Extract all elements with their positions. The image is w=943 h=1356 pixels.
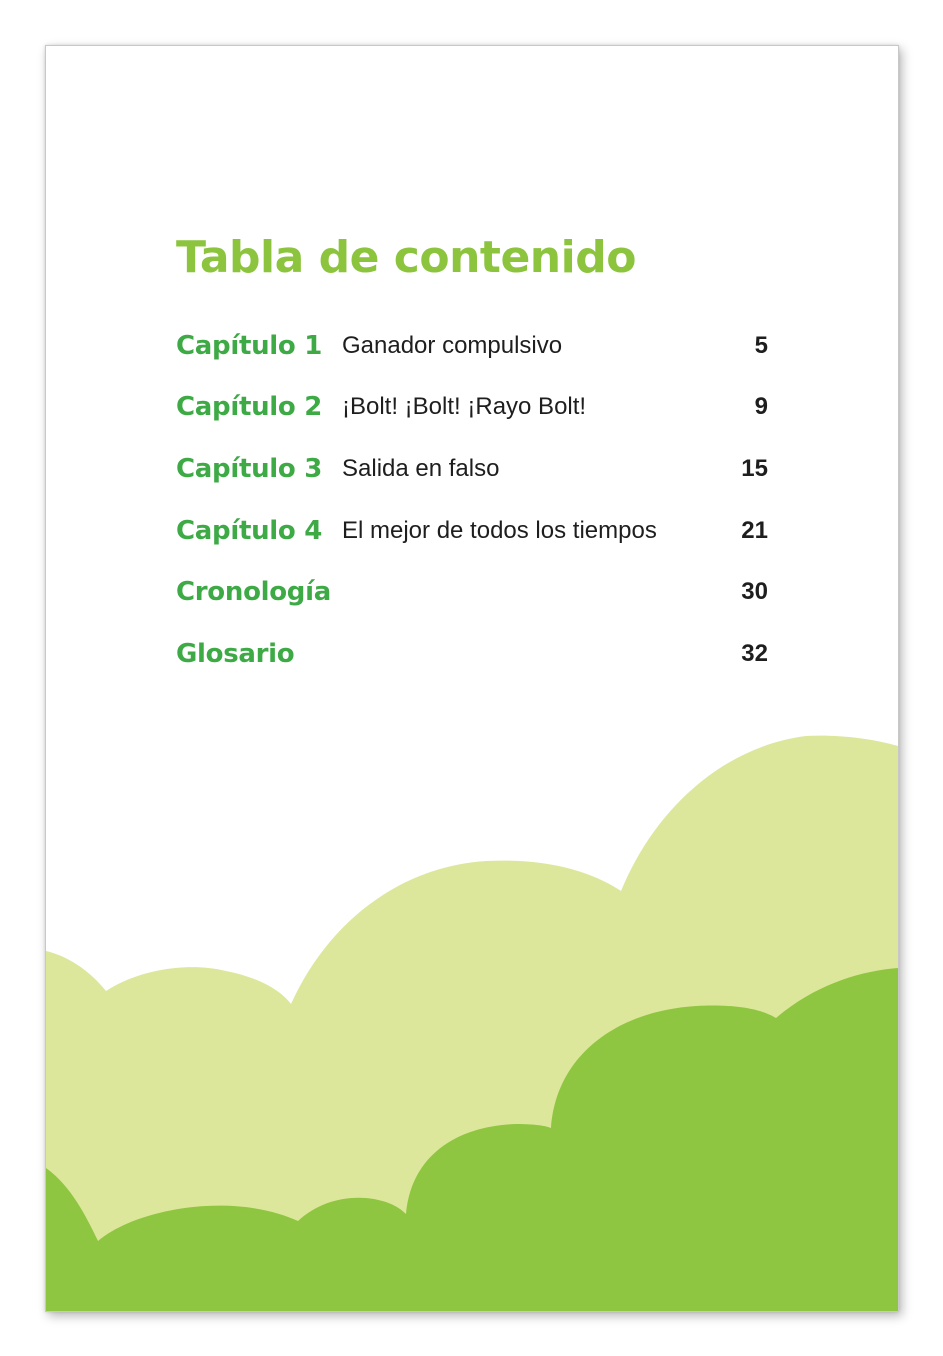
toc-entry-label: Capítulo 4 <box>176 516 323 546</box>
page-title: Tabla de contenido <box>176 232 636 283</box>
toc-entry-chapter-4[interactable] <box>176 511 768 551</box>
toc-entry-page-number: 32 <box>741 640 768 667</box>
toc-entry-chapter-2[interactable] <box>176 387 768 427</box>
toc-entry-label: Capítulo 1 <box>176 331 323 361</box>
toc-entry-page-number: 15 <box>741 455 768 482</box>
toc-entry-page-number: 9 <box>754 393 768 420</box>
toc-entry-page-number: 30 <box>741 578 768 605</box>
toc-entry-label: Capítulo 3 <box>176 454 323 484</box>
toc-entry-cronologia[interactable] <box>176 572 768 612</box>
toc-entry-label: Capítulo 2 <box>176 392 323 422</box>
toc-entry-page-number: 5 <box>754 332 768 359</box>
toc-entry-title: ¡Bolt! ¡Bolt! ¡Rayo Bolt! <box>342 393 587 420</box>
toc-entry-page-number: 21 <box>741 517 768 544</box>
toc-entry-glosario[interactable] <box>176 634 768 674</box>
toc-entry-label: Glosario <box>176 639 295 669</box>
toc-entry-title: Salida en falso <box>342 455 500 482</box>
toc-entry-chapter-1[interactable] <box>176 326 768 366</box>
toc-entry-title: Ganador compulsivo <box>342 332 563 359</box>
toc-entry-label: Cronología <box>176 577 331 607</box>
toc-entry-chapter-3[interactable] <box>176 449 768 489</box>
book-page <box>45 45 899 1312</box>
toc-entry-title: El mejor de todos los tiempos <box>342 517 657 544</box>
